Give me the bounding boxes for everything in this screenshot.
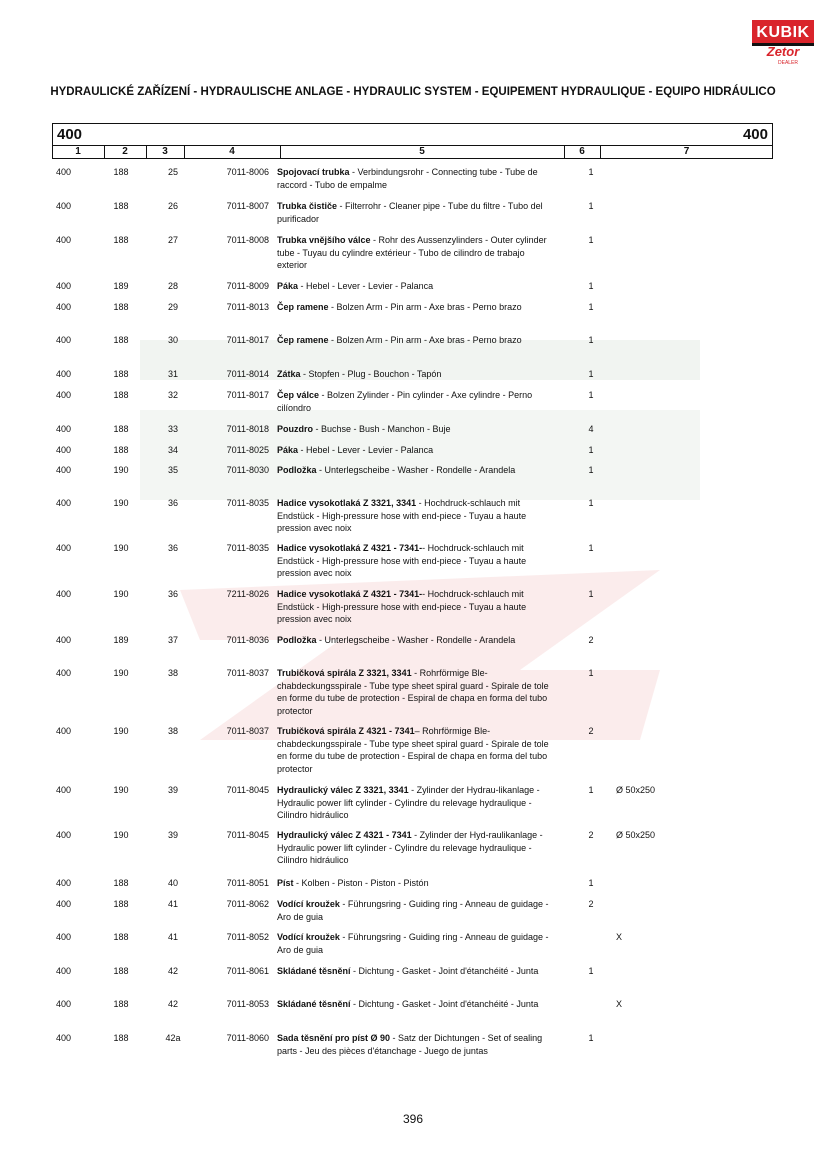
cell-position: 36 [167, 543, 178, 553]
cell-description [277, 389, 553, 414]
cell-description [277, 444, 553, 457]
cell-description [277, 301, 553, 314]
cell-description [277, 877, 553, 890]
part-name: Vodící kroužek [277, 899, 340, 909]
cell-position: 36 [167, 498, 178, 508]
cell-group: 400 [56, 281, 72, 291]
cell-group: 400 [56, 335, 72, 345]
cell-position: 38 [167, 668, 178, 678]
cell-description [277, 634, 553, 647]
cell-quantity: 1 [588, 589, 594, 599]
cell-position: 31 [167, 369, 178, 379]
part-name: Páka [277, 445, 299, 455]
cell-figure: 188 [113, 899, 129, 909]
cell-group: 400 [56, 785, 72, 795]
part-name: Píst [277, 878, 294, 888]
part-description: - Verbindungsrohr - Connecting tube - Tube de raccord - Tubo de empalme [277, 167, 538, 190]
cell-description [277, 200, 553, 225]
cell-group: 400 [56, 390, 72, 400]
cell-part-number: 7011-8018 [226, 424, 269, 434]
cell-group: 400 [56, 201, 72, 211]
cell-description [277, 423, 553, 436]
cell-part-number: 7011-8025 [226, 445, 269, 455]
cell-figure: 188 [113, 201, 129, 211]
column-header-5: 5 [419, 146, 425, 157]
part-name: Zátka [277, 369, 301, 379]
cell-position: 40 [167, 878, 178, 888]
cell-description [277, 334, 553, 347]
cell-note: X [616, 999, 623, 1009]
part-description: - Zylinder der Hyd-raulikanlage - Hydraulic power lift cylinder - Cylindre du relevage hydraulique - Cilindro hidráulico [277, 830, 543, 865]
cell-note: X [616, 932, 623, 942]
cell-group: 400 [56, 369, 72, 379]
cell-part-number: 7011-8060 [226, 1033, 269, 1043]
part-description: - Buchse - Bush - Manchon - Buje [313, 424, 451, 434]
cell-quantity: 1 [588, 543, 594, 553]
cell-position: 25 [167, 167, 178, 177]
cell-position: 36 [167, 589, 178, 599]
part-name: Hadice vysokotlaká Z 4321 - 7341- [277, 543, 423, 553]
cell-figure: 188 [113, 369, 129, 379]
cell-description [277, 998, 553, 1011]
part-description: - Bolzen Arm - Pin arm - Axe bras - Perno brazo [328, 335, 522, 345]
cell-description [277, 1032, 553, 1057]
cell-figure: 190 [113, 668, 129, 678]
column-header-7: 7 [683, 146, 690, 157]
cell-part-number: 7011-8053 [226, 999, 269, 1009]
cell-part-number: 7011-8045 [226, 785, 269, 795]
cell-description [277, 667, 553, 717]
part-name: Vodící kroužek [277, 932, 340, 942]
cell-part-number: 7011-8045 [226, 830, 269, 840]
part-name: Sada těsnění pro píst Ø 90 [277, 1033, 391, 1043]
part-name: Čep válce [277, 390, 320, 400]
cell-figure: 189 [113, 635, 129, 645]
cell-quantity: 1 [588, 235, 594, 245]
cell-quantity: 1 [588, 878, 594, 888]
part-description: - Hochdruck-schlauch mit Endstück - High-pressure hose with end-piece - Tuyau a haute pression avec noix [277, 589, 527, 624]
cell-group: 400 [56, 966, 72, 976]
part-description: - Kolben - Piston - Piston - Pistón [293, 878, 429, 888]
part-name: Hadice vysokotlaká Z 3321, 3341 [277, 498, 417, 508]
cell-quantity: 1 [588, 302, 594, 312]
cell-quantity: 1 [588, 966, 594, 976]
cell-part-number: 7011-8030 [226, 465, 269, 475]
cell-position: 30 [167, 335, 178, 345]
cell-quantity: 1 [588, 335, 594, 345]
part-description: - Dichtung - Gasket - Joint d'étanchéité - Junta [350, 966, 539, 976]
cell-description [277, 588, 553, 626]
column-header-3: 3 [162, 146, 168, 157]
column-header-2: 2 [122, 146, 128, 157]
cell-position: 42 [167, 999, 178, 1009]
cell-part-number: 7011-8014 [226, 369, 269, 379]
cell-figure: 188 [113, 235, 129, 245]
cell-group: 400 [56, 543, 72, 553]
cell-group: 400 [56, 589, 72, 599]
cell-figure: 188 [113, 445, 129, 455]
part-description: - Unterlegscheibe - Washer - Rondelle - Arandela [316, 465, 516, 475]
cell-figure: 188 [113, 302, 129, 312]
part-name: Pouzdro [277, 424, 313, 434]
cell-quantity: 2 [588, 899, 594, 909]
cell-figure: 188 [113, 878, 129, 888]
cell-position: 38 [167, 726, 178, 736]
column-header-row [52, 145, 773, 159]
column-header-4: 4 [229, 146, 235, 157]
part-description: - Hochdruck-schlauch mit Endstück - High-pressure hose with end-piece - Tuyau a haute pression avec noix [277, 543, 527, 578]
part-name: Podložka [277, 635, 317, 645]
cell-quantity: 1 [588, 201, 594, 211]
cell-group: 400 [56, 830, 72, 840]
part-description: - Führungsring - Guiding ring - Anneau de guidage - Aro de guia [277, 932, 549, 955]
cell-part-number: 7011-8013 [226, 302, 269, 312]
cell-quantity: 1 [588, 785, 594, 795]
cell-description [277, 829, 553, 867]
cell-figure: 188 [113, 335, 129, 345]
cell-part-number: 7011-8007 [226, 201, 269, 211]
cell-figure: 188 [113, 424, 129, 434]
part-name: Spojovací trubka [277, 167, 350, 177]
cell-figure: 190 [113, 726, 129, 736]
part-description: – Rohrförmige Ble-chabdeckungsspirale - Tube type sheet spiral guard - Spirale de tole en forme du tube de protection - Espiral de chapa en forma del tubo protector [277, 726, 549, 774]
cell-position: 32 [167, 390, 178, 400]
cell-part-number: 7011-8052 [226, 932, 269, 942]
cell-position: 39 [167, 830, 178, 840]
cell-description [277, 280, 553, 293]
part-name: Skládané těsnění [277, 966, 351, 976]
cell-note: Ø 50x250 [616, 785, 656, 795]
cell-figure: 188 [113, 932, 129, 942]
cell-part-number: 7011-8009 [226, 281, 269, 291]
cell-quantity: 1 [588, 1033, 594, 1043]
logo-zetor-text: Zetor [766, 44, 800, 59]
part-name: Hadice vysokotlaká Z 4321 - 7341- [277, 589, 423, 599]
cell-description [277, 497, 553, 535]
cell-figure: 190 [113, 589, 129, 599]
part-name: Trubičková spirála Z 4321 - 7341 [277, 726, 415, 736]
cell-figure: 190 [113, 498, 129, 508]
cell-quantity: 2 [588, 635, 594, 645]
cell-group: 400 [56, 899, 72, 909]
cell-part-number: 7211-8026 [226, 589, 269, 599]
cell-figure: 190 [113, 465, 129, 475]
part-name: Páka [277, 281, 299, 291]
cell-description [277, 234, 553, 272]
cell-position: 41 [167, 899, 178, 909]
cell-description [277, 464, 553, 477]
cell-part-number: 7011-8017 [226, 390, 269, 400]
cell-quantity: 1 [588, 498, 594, 508]
cell-part-number: 7011-8051 [226, 878, 269, 888]
cell-group: 400 [56, 635, 72, 645]
kubik-zetor-logo [752, 14, 814, 70]
cell-group: 400 [56, 1033, 72, 1043]
part-name: Hydraulický válec Z 3321, 3341 [277, 785, 409, 795]
part-name: Trubka čističe [277, 201, 338, 211]
cell-part-number: 7011-8037 [226, 726, 269, 736]
part-description: - Hochdruck-schlauch mit Endstück - High-pressure hose with end-piece - Tuyau a haute pression avec noix [277, 498, 527, 533]
part-name: Čep ramene [277, 302, 329, 312]
column-header-6: 6 [579, 146, 585, 157]
page-title: HYDRAULICKÉ ZAŘÍZENÍ - HYDRAULISCHE ANLAGE - HYDRAULIC SYSTEM - EQUIPEMENT HYDRAULIQUE - EQUIPO HIDRÁULICO [50, 86, 776, 98]
part-description: - Rohr des Aussenzylinders - Outer cylinder tube - Tuyau du cylindre extérieur - Tubo de cilindro de trabajo exterior [277, 235, 547, 270]
logo-kubik-text: KUBIK [752, 20, 814, 46]
cell-group: 400 [56, 424, 72, 434]
part-description: - Filterrohr - Cleaner pipe - Tube du filtre - Tubo del purificador [277, 201, 543, 224]
cell-quantity: 1 [588, 465, 594, 475]
cell-position: 37 [167, 635, 178, 645]
cell-part-number: 7011-8036 [226, 635, 269, 645]
cell-position: 42a [165, 1033, 181, 1043]
cell-figure: 190 [113, 830, 129, 840]
cell-group: 400 [56, 932, 72, 942]
cell-figure: 190 [113, 543, 129, 553]
part-name: Trubičková spirála Z 3321, 3341 [277, 668, 412, 678]
cell-figure: 189 [113, 281, 129, 291]
part-description: - Unterlegscheibe - Washer - Rondelle - Arandela [316, 635, 516, 645]
cell-group: 400 [56, 668, 72, 678]
cell-description [277, 542, 553, 580]
cell-quantity: 4 [588, 424, 594, 434]
cell-part-number: 7011-8062 [226, 899, 269, 909]
cell-part-number: 7011-8037 [226, 668, 269, 678]
cell-group: 400 [56, 726, 72, 736]
part-description: - Führungsring - Guiding ring - Anneau de guidage - Aro de guia [277, 899, 549, 922]
part-name: Hydraulický válec Z 4321 - 7341 [277, 830, 412, 840]
cell-quantity: 1 [588, 668, 594, 678]
part-description: - Satz der Dichtungen - Set of sealing parts - Jeu des pièces d'étanchage - Juego de juntas [277, 1033, 543, 1056]
part-description: - Hebel - Lever - Levier - Palanca [298, 445, 434, 455]
cell-quantity: 1 [588, 281, 594, 291]
cell-position: 28 [167, 281, 178, 291]
cell-figure: 188 [113, 1033, 129, 1043]
group-number-right: 400 [742, 126, 768, 143]
cell-position: 41 [167, 932, 178, 942]
cell-quantity: 2 [588, 830, 594, 840]
cell-figure: 188 [113, 390, 129, 400]
part-description: - Hebel - Lever - Levier - Palanca [298, 281, 434, 291]
cell-part-number: 7011-8006 [226, 167, 269, 177]
cell-description [277, 368, 553, 381]
cell-group: 400 [56, 498, 72, 508]
cell-part-number: 7011-8035 [226, 498, 269, 508]
cell-position: 34 [167, 445, 178, 455]
cell-part-number: 7011-8061 [226, 966, 269, 976]
part-description: - Zylinder der Hydrau-likanlage - Hydraulic power lift cylinder - Cylindre du relevage hydraulique - Cilindro hidráulico [277, 785, 540, 820]
cell-position: 39 [167, 785, 178, 795]
cell-position: 27 [167, 235, 178, 245]
cell-figure: 188 [113, 966, 129, 976]
cell-quantity: 1 [588, 167, 594, 177]
cell-position: 42 [167, 966, 178, 976]
cell-description [277, 166, 553, 191]
cell-description [277, 898, 553, 923]
cell-quantity: 2 [588, 726, 594, 736]
cell-group: 400 [56, 465, 72, 475]
cell-figure: 188 [113, 167, 129, 177]
cell-group: 400 [56, 999, 72, 1009]
cell-part-number: 7011-8008 [226, 235, 269, 245]
cell-description [277, 784, 553, 822]
cell-position: 35 [167, 465, 178, 475]
cell-group: 400 [56, 302, 72, 312]
cell-part-number: 7011-8035 [226, 543, 269, 553]
part-description: - Bolzen Arm - Pin arm - Axe bras - Perno brazo [328, 302, 522, 312]
part-name: Čep ramene [277, 335, 329, 345]
cell-position: 26 [167, 201, 178, 211]
cell-group: 400 [56, 878, 72, 888]
part-description: - Bolzen Zylinder - Pin cylinder - Axe cylindre - Perno cilíondro [277, 390, 533, 413]
cell-figure: 188 [113, 999, 129, 1009]
logo-dealer-text: DEALER [778, 60, 799, 66]
part-description: - Stopfen - Plug - Bouchon - Tapón [300, 369, 442, 379]
part-name: Podložka [277, 465, 317, 475]
cell-group: 400 [56, 167, 72, 177]
part-name: Skládané těsnění [277, 999, 351, 1009]
part-description: - Dichtung - Gasket - Joint d'étanchéité - Junta [350, 999, 539, 1009]
page-number: 396 [402, 1112, 424, 1126]
part-name: Trubka vnějšího válce [277, 235, 371, 245]
cell-description [277, 931, 553, 956]
cell-group: 400 [56, 445, 72, 455]
cell-description [277, 965, 553, 978]
cell-position: 29 [167, 302, 178, 312]
cell-quantity: 1 [588, 369, 594, 379]
cell-quantity: 1 [588, 390, 594, 400]
cell-figure: 190 [113, 785, 129, 795]
cell-note: Ø 50x250 [616, 830, 656, 840]
cell-position: 33 [167, 424, 178, 434]
cell-group: 400 [56, 235, 72, 245]
part-description: - Rohrförmige Ble-chabdeckungsspirale - Tube type sheet spiral guard - Spirale de tole en forme du tube de protection - Espiral de chapa en forma del tubo protector [277, 668, 549, 716]
column-header-1: 1 [75, 146, 81, 157]
cell-part-number: 7011-8017 [226, 335, 269, 345]
cell-description [277, 725, 553, 775]
group-number-left: 400 [57, 126, 83, 143]
cell-quantity: 1 [588, 445, 594, 455]
